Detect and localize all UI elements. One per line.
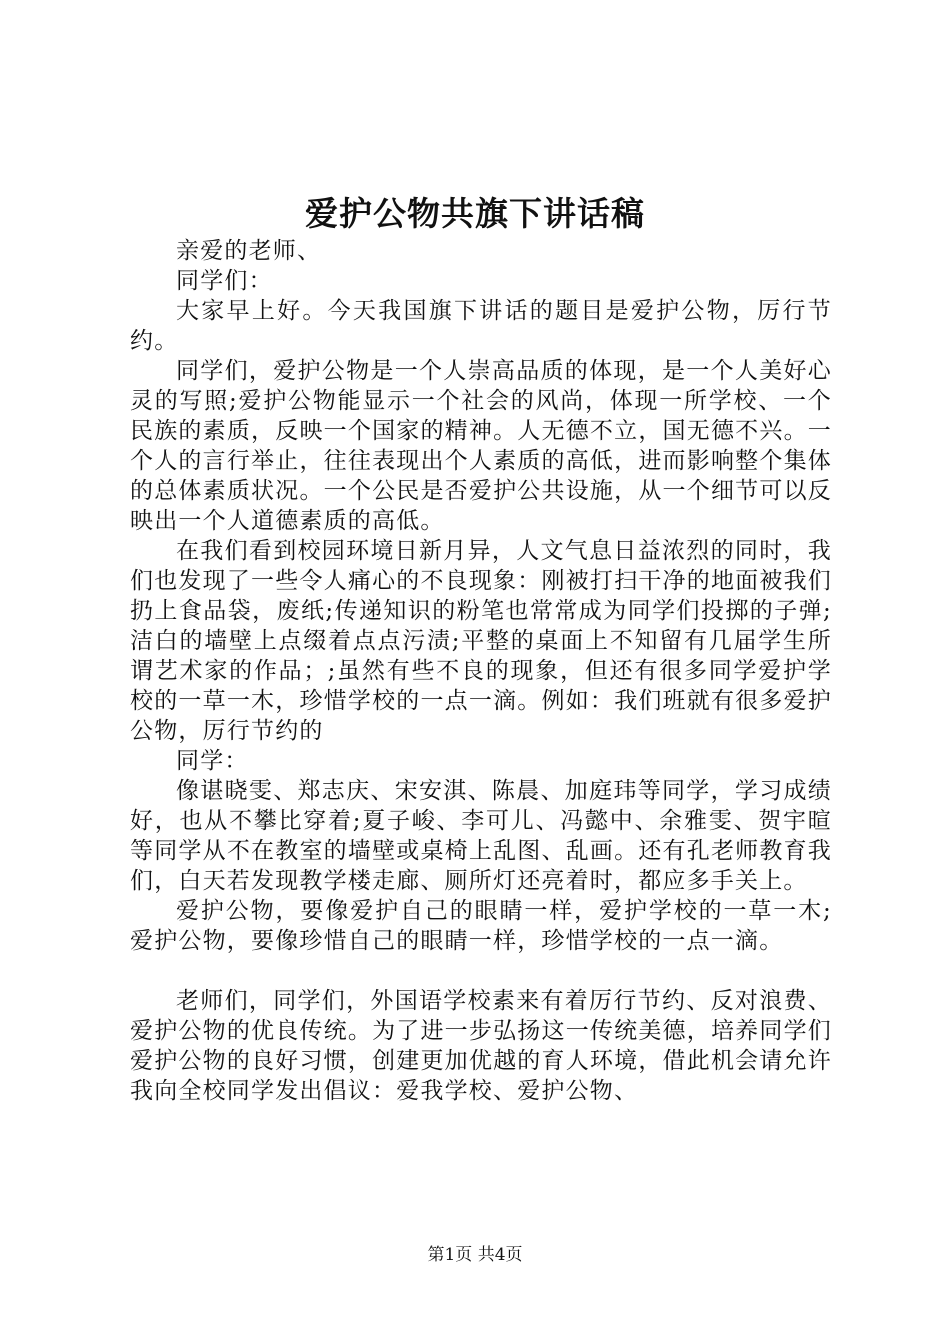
document-title: 爱护公物共旗下讲话稿 xyxy=(305,194,645,233)
salutation-line-2: 同学们： xyxy=(176,268,273,294)
paragraph-examples: 像谌晓雯、郑志庆、宋安淇、陈晨、加庭玮等同学，学习成绩好，也从不攀比穿着;夏子峻、李可儿、冯懿中、余雅雯、贺宇暄等同学从不在教室的墙壁或桌椅上乱图、乱画。还有孔老师教育我们，白天若发现教学楼走廊、厕所灯还亮着时，都应多手关上。 xyxy=(130,778,832,894)
document-body xyxy=(130,236,832,1106)
paragraph-classmates-label: 同学： xyxy=(176,748,249,774)
paragraph-importance: 同学们，爱护公物是一个人崇高品质的体现，是一个人美好心灵的写照;爱护公物能显示一个社会的风尚，体现一所学校、一个民族的素质，反映一个国家的精神。人无德不立，国无德不兴。一个人的言行举止，往往表现出个人素质的高低，进而影响整个集体的总体素质状况。一个公民是否爱护公共设施，从一个细节可以反映出一个人道德素质的高低。 xyxy=(130,358,832,534)
salutation-line-1: 亲爱的老师、 xyxy=(176,238,322,264)
paragraph-metaphor: 爱护公物，要像爱护自己的眼睛一样，爱护学校的一草一木;爱护公物，要像珍惜自己的眼睛一样，珍惜学校的一点一滴。 xyxy=(130,898,832,954)
paragraph-greeting: 大家早上好。今天我国旗下讲话的题目是爱护公物，厉行节约。 xyxy=(130,298,832,354)
paragraph-bad-phenomena: 在我们看到校园环境日新月异，人文气息日益浓烈的同时，我们也发现了一些令人痛心的不良现象：刚被打扫干净的地面被我们扔上食品袋，废纸;传递知识的粉笔也常常成为同学们投掷的子弹;洁白的墙壁上点缀着点点污渍;平整的桌面上不知留有几届学生所谓艺术家的作品；;虽然有些不良的现象，但还有很多同学爱护学校的一草一木，珍惜学校的一点一滴。例如：我们班就有很多爱护公物，厉行节约的 xyxy=(130,538,832,744)
paragraph-proposal: 老师们，同学们，外国语学校素来有着厉行节约、反对浪费、爱护公物的优良传统。为了进一步弘扬这一传统美德，培养同学们爱护公物的良好习惯，创建更加优越的育人环境，借此机会请允许我向全校同学发出倡议：爱我学校、爱护公物、 xyxy=(130,988,832,1104)
page-number: 第1页 共4页 xyxy=(427,1245,523,1265)
